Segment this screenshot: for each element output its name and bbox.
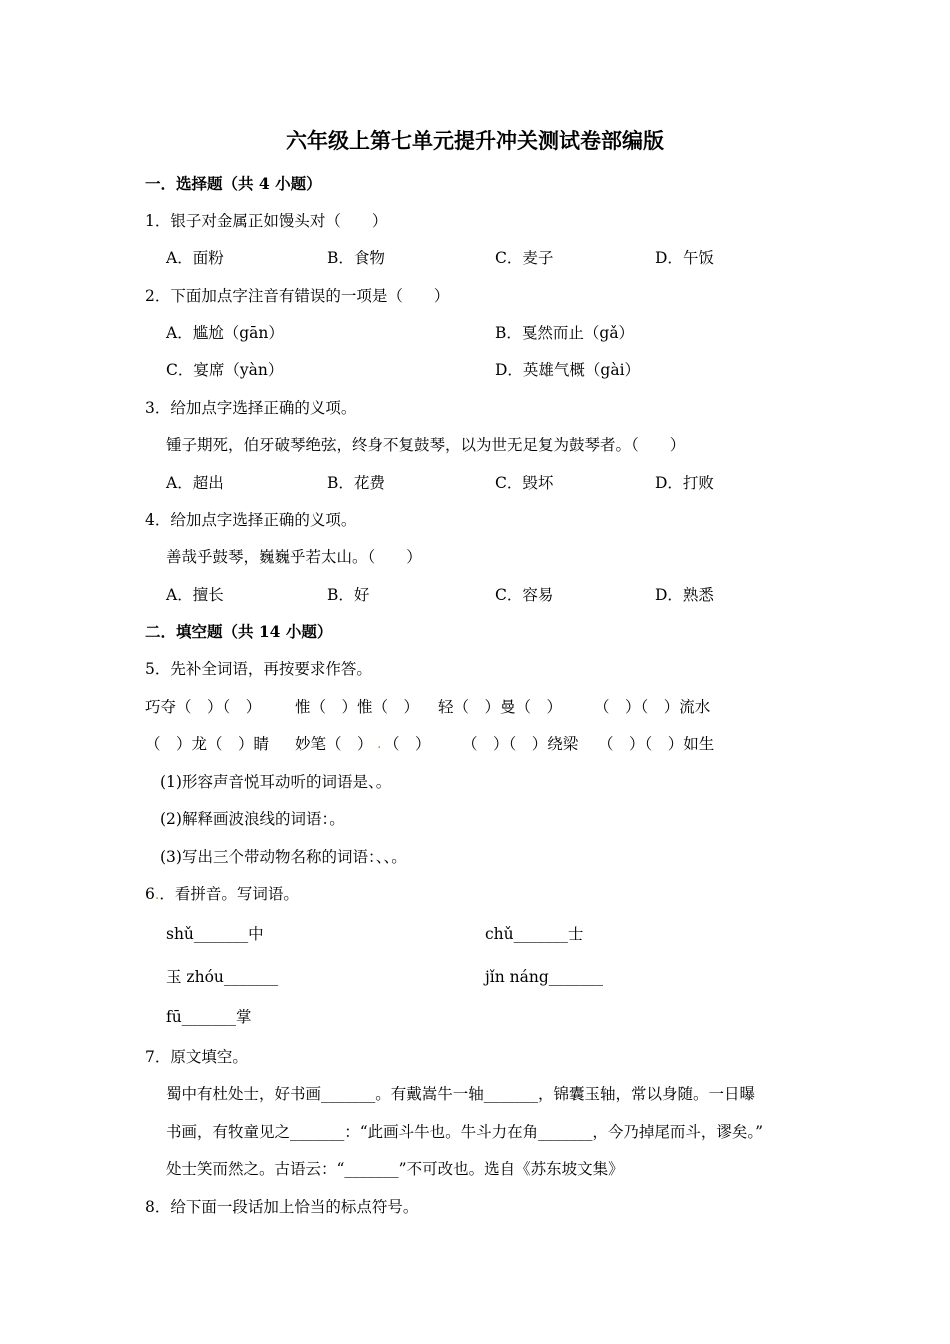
question-5-stem: 5．先补全词语，再按要求作答。 bbox=[145, 660, 372, 678]
page-title: 六年级上第七单元提升冲关测试卷部编版 bbox=[286, 128, 664, 153]
question-2-stem: 2．下面加点字注音有错误的一项是（ ） bbox=[145, 287, 450, 305]
question-1-stem: 1．银子对金属正如馒头对（ ） bbox=[145, 212, 388, 230]
q5-word-6-cont: （ ） bbox=[384, 735, 431, 753]
q5-word-4: （ ）（ ）流水 bbox=[594, 698, 711, 716]
q7-line-2: 书画，有牧童见之_______：“此画斗牛也。牛斗力在角_______，今乃掉尾而斗，谬矣。” bbox=[166, 1123, 764, 1141]
q4-option-d: D．熟悉 bbox=[655, 586, 714, 604]
q6-stray-mark: . bbox=[154, 887, 160, 903]
section-heading-choice: 一．选择题（共 4 小题） bbox=[145, 174, 322, 193]
q5-word-7: （ ）（ ）绕梁 bbox=[462, 735, 579, 753]
q6-item-5: fū_______掌 bbox=[166, 1008, 252, 1026]
q6-number: 6 bbox=[145, 885, 155, 903]
q2-option-d: D．英雄气概（gài） bbox=[495, 361, 641, 379]
question-7-stem: 7．原文填空。 bbox=[145, 1048, 248, 1066]
q3-option-c: C．毁坏 bbox=[495, 474, 554, 492]
q2-option-b: B．戛然而止（gǎ） bbox=[495, 324, 635, 342]
q4-option-c: C．容易 bbox=[495, 586, 554, 604]
q3-option-b: B．花费 bbox=[327, 474, 385, 492]
question-6-stem bbox=[145, 883, 299, 906]
q5-sub-2: (2)解释画波浪线的词语：。 bbox=[160, 810, 345, 828]
q2-option-c: C．宴席（yàn） bbox=[166, 361, 284, 379]
q5-word-3: 轻（ ）曼（ ） bbox=[438, 698, 563, 716]
q1-option-d: D．午饭 bbox=[655, 249, 714, 267]
q5-word-2: 惟（ ）惟（ ） bbox=[295, 698, 420, 716]
q1-option-b: B．食物 bbox=[327, 249, 385, 267]
q4-option-a: A．擅长 bbox=[166, 586, 224, 604]
q4-option-b: B．好 bbox=[327, 586, 370, 604]
q6-item-3: 玉 zhóu_______ bbox=[166, 968, 279, 986]
q3-option-a: A．超出 bbox=[166, 474, 224, 492]
q1-option-c: C．麦子 bbox=[495, 249, 554, 267]
q5-word-6: 妙笔（ ） bbox=[295, 735, 373, 753]
q1-option-a: A．面粉 bbox=[166, 249, 224, 267]
q4-passage: 善哉乎鼓琴，巍巍乎若太山。（ ） bbox=[166, 548, 422, 566]
q6-item-4: jǐn náng_______ bbox=[485, 968, 604, 986]
q7-line-3: 处士笑而然之。古语云：“_______”不可改也。选自《苏东坡文集》 bbox=[166, 1160, 624, 1178]
q2-option-a: A．尴尬（gān） bbox=[166, 324, 284, 342]
q5-sub-3: (3)写出三个带动物名称的词语：、、。 bbox=[160, 848, 407, 866]
q3-passage: 锺子期死，伯牙破琴绝弦，终身不复鼓琴，以为世无足复为鼓琴者。（ ） bbox=[166, 436, 686, 454]
q6-stem-text: ．看拼音。写词语。 bbox=[159, 885, 299, 903]
q6-item-2: chǔ_______士 bbox=[485, 925, 584, 943]
q5-sub-1: (1)形容声音悦耳动听的词语是、。 bbox=[160, 773, 392, 791]
q6-item-1: shǔ_______中 bbox=[166, 925, 264, 943]
q3-option-d: D．打败 bbox=[655, 474, 714, 492]
q5-word-1: 巧夺（ ）（ ） bbox=[145, 698, 262, 716]
q7-line-1: 蜀中有杜处士，好书画_______。有戴嵩牛一轴_______，锦囊玉轴，常以身随。一日曝 bbox=[166, 1085, 756, 1103]
q5-stray-mark: . bbox=[377, 736, 382, 752]
section-heading-fill: 二．填空题（共 14 小题） bbox=[145, 622, 333, 641]
q5-word-8: （ ）（ ）如生 bbox=[598, 735, 715, 753]
question-8-stem: 8．给下面一段话加上恰当的标点符号。 bbox=[145, 1198, 419, 1216]
question-3-stem: 3．给加点字选择正确的义项。 bbox=[145, 399, 357, 417]
question-4-stem: 4．给加点字选择正确的义项。 bbox=[145, 511, 357, 529]
q5-word-5: （ ）龙（ ）睛 bbox=[145, 735, 270, 753]
